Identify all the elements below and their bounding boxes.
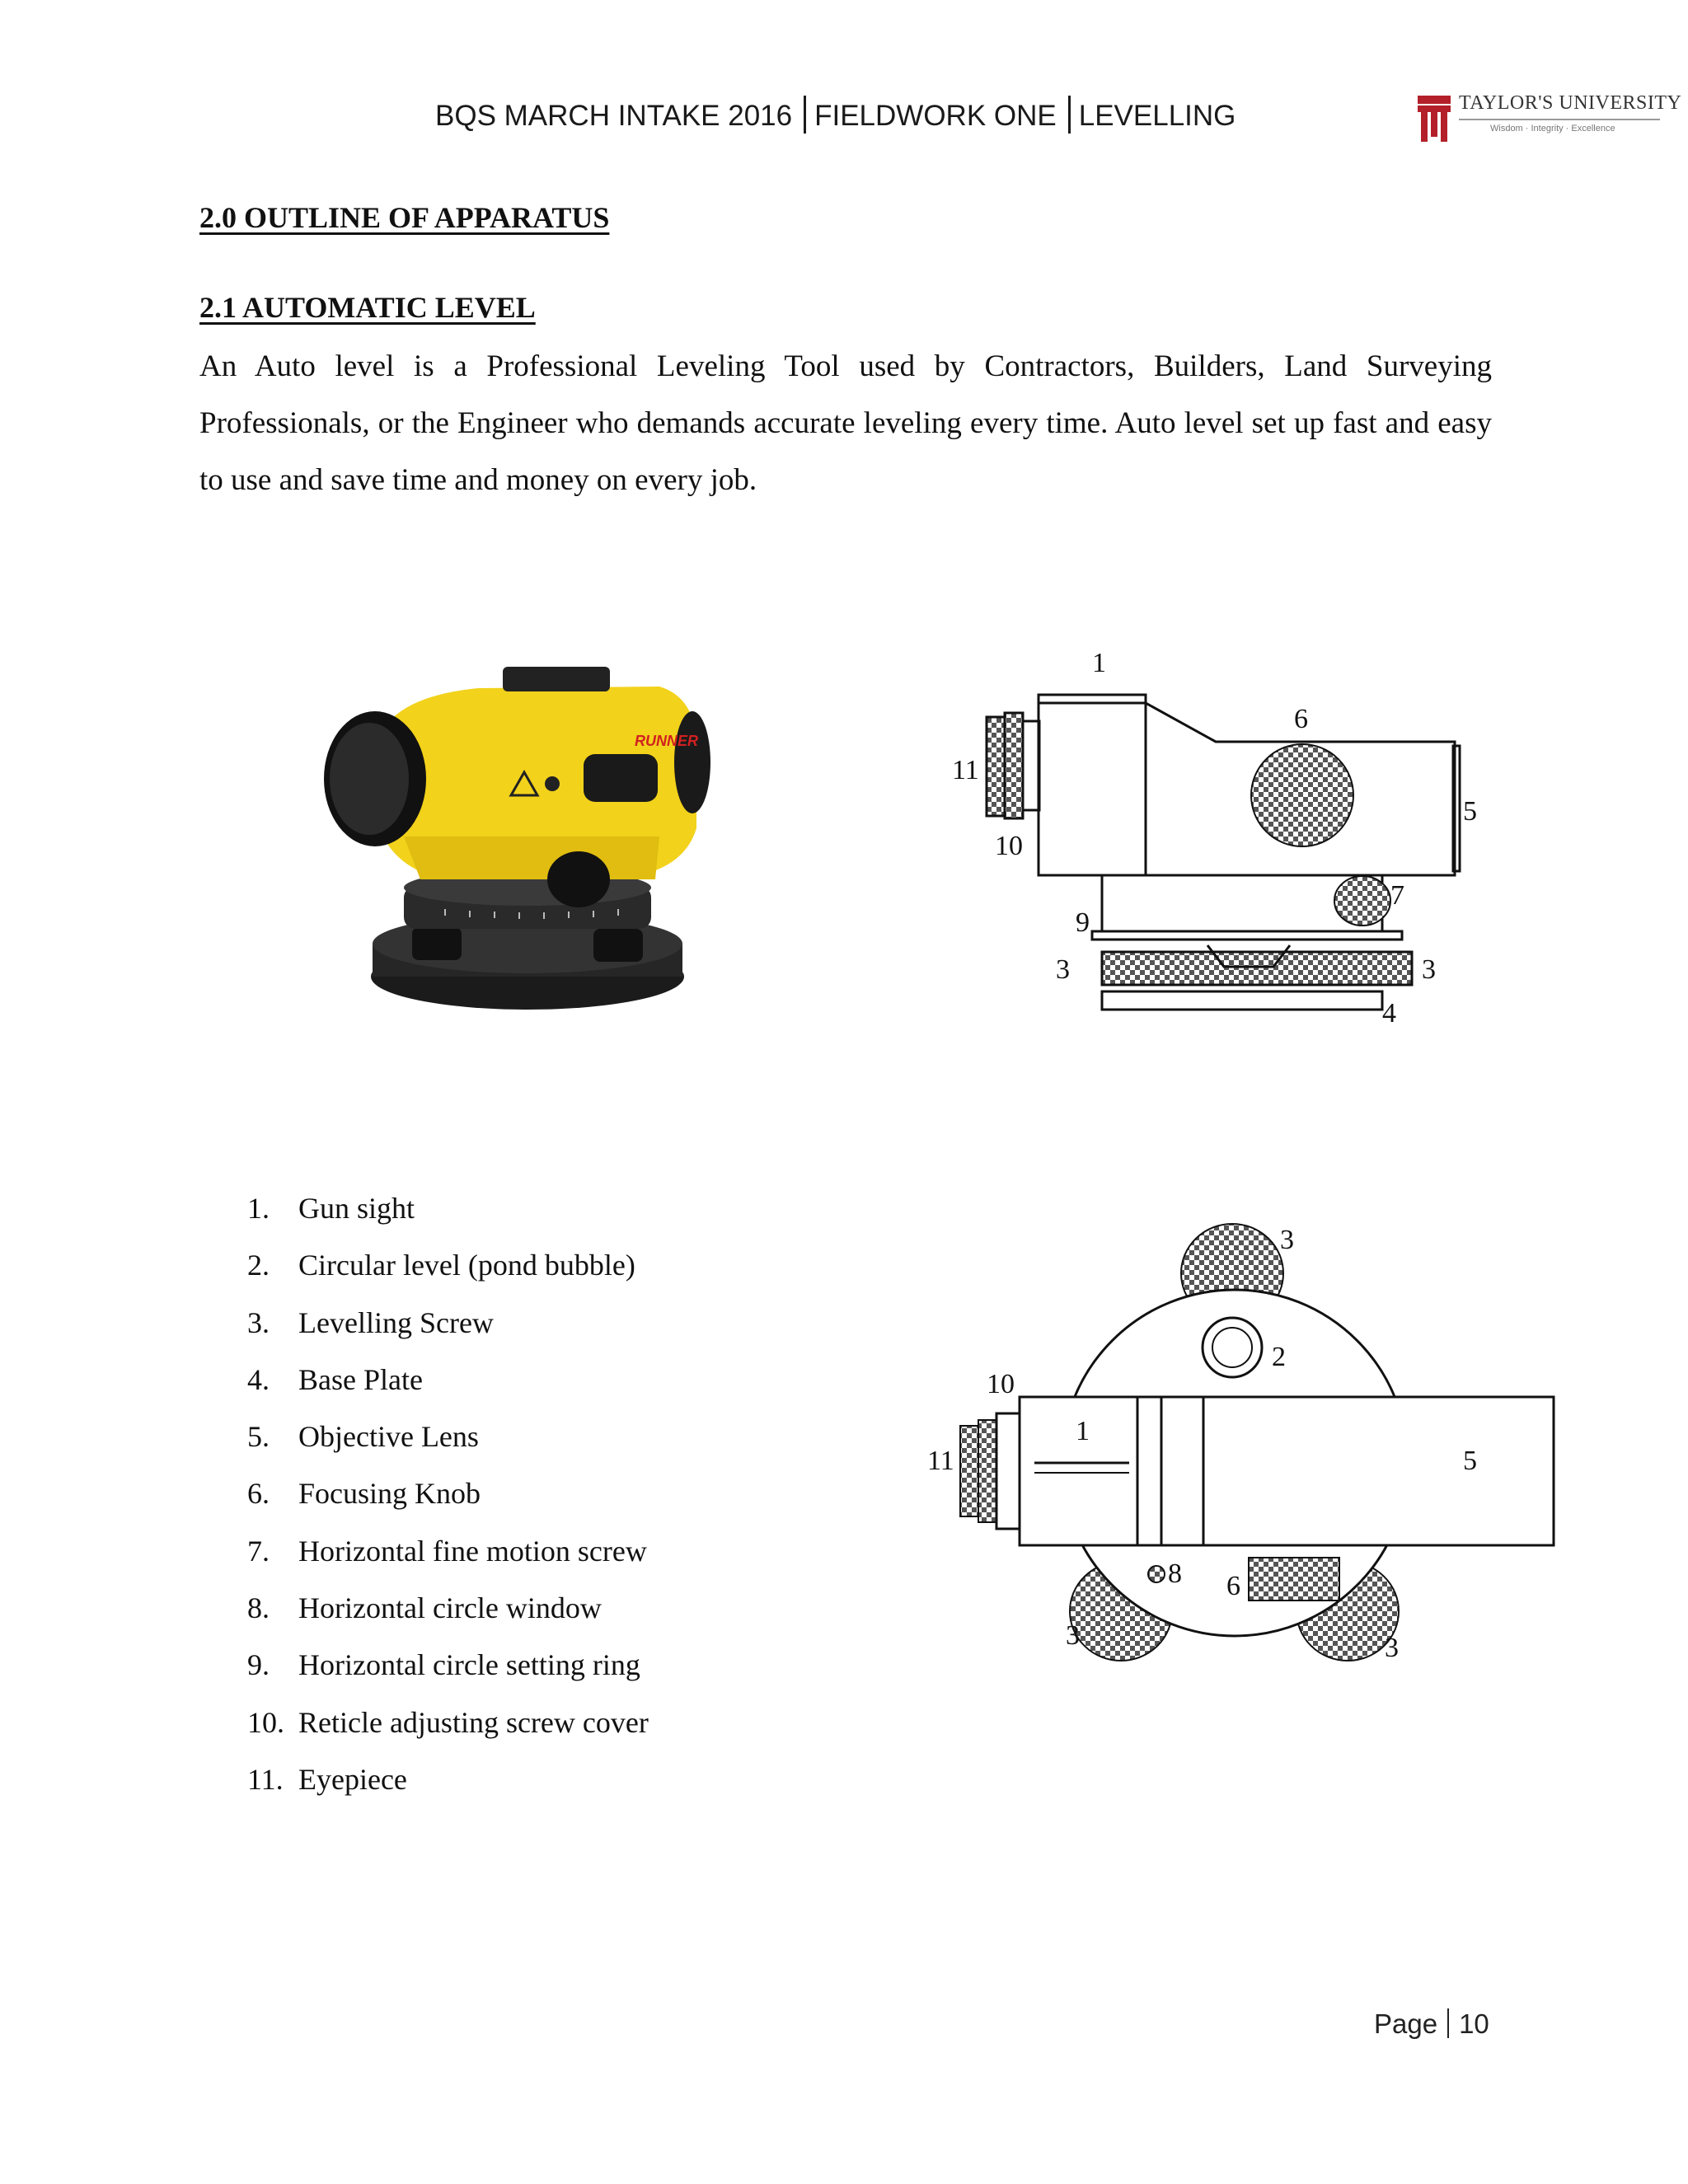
list-item [247, 1180, 649, 1237]
header-divider [1068, 96, 1071, 134]
description-paragraph: An Auto level is a Professional Leveling Tool used by Contractors, Builders, Land Surveying Professionals, or the Engineer who demands accurate leveling every time. Auto level set up fast and easy to use and save time and money on every job. [199, 349, 1492, 497]
list-item-label: Circular level (pond bubble) [298, 1249, 635, 1282]
list-item-number: 6. [247, 1477, 270, 1511]
top-label-8: 8 [1168, 1558, 1182, 1589]
header-course: BQS MARCH INTAKE 2016 [435, 100, 793, 132]
list-item [247, 1694, 649, 1751]
footer-divider [1447, 2008, 1449, 2038]
university-crest-icon [1416, 94, 1452, 143]
side-label-3-right: 3 [1422, 954, 1436, 985]
header-fieldwork: FIELDWORK ONE [814, 100, 1057, 132]
list-item [247, 1751, 649, 1808]
page-number: 10 [1459, 2008, 1489, 2039]
list-item [247, 1408, 649, 1465]
top-label-1: 1 [1076, 1416, 1090, 1446]
logo-rule [1459, 119, 1660, 120]
top-label-3-left: 3 [1066, 1620, 1080, 1651]
list-item-label: Levelling Screw [298, 1305, 494, 1339]
list-item [247, 1295, 649, 1352]
photo-brand-label: RUNNER [635, 733, 699, 749]
page-label: Page [1374, 2008, 1438, 2039]
header-title [435, 96, 1236, 134]
page-header [0, 92, 1688, 142]
university-logo [1416, 92, 1682, 143]
list-item-label: Horizontal fine motion screw [298, 1534, 647, 1568]
top-label-10: 10 [987, 1369, 1015, 1399]
top-label-6: 6 [1226, 1571, 1240, 1601]
automatic-level-photo [280, 663, 709, 1026]
side-label-5: 5 [1463, 796, 1477, 827]
list-item [247, 1580, 649, 1637]
side-label-9: 9 [1076, 907, 1090, 938]
list-item-number: 11. [247, 1762, 284, 1796]
list-item [247, 1523, 649, 1580]
list-item-label: Reticle adjusting screw cover [298, 1705, 649, 1739]
top-label-3-top: 3 [1280, 1225, 1294, 1255]
subsection-title: 2.1 AUTOMATIC LEVEL [199, 291, 536, 324]
list-item-number: 2. [247, 1249, 270, 1282]
list-item [247, 1352, 649, 1408]
list-item-number: 5. [247, 1420, 270, 1454]
header-topic: LEVELLING [1078, 100, 1236, 132]
top-label-5: 5 [1463, 1446, 1477, 1476]
list-item-number: 7. [247, 1534, 270, 1568]
list-item-number: 9. [247, 1648, 270, 1682]
side-view-diagram [927, 639, 1477, 1034]
list-item [247, 1237, 649, 1294]
list-item-label: Focusing Knob [298, 1477, 481, 1511]
header-divider [804, 96, 806, 134]
list-item-label: Horizontal circle setting ring [298, 1648, 640, 1682]
list-item-label: Horizontal circle window [298, 1591, 602, 1625]
list-item-label: Objective Lens [298, 1420, 479, 1454]
top-view-diagram [927, 1216, 1488, 1677]
list-item-number: 8. [247, 1591, 270, 1625]
list-item-number: 10. [247, 1705, 284, 1739]
parts-list [247, 1180, 649, 1808]
section-title: 2.0 OUTLINE OF APPARATUS [199, 201, 610, 234]
top-label-2: 2 [1272, 1342, 1286, 1372]
side-label-1: 1 [1092, 648, 1106, 678]
list-item-label: Eyepiece [298, 1762, 407, 1796]
list-item-label: Base Plate [298, 1362, 423, 1396]
side-label-11: 11 [952, 755, 979, 785]
top-label-11: 11 [927, 1446, 954, 1476]
logo-name: TAYLOR'S UNIVERSITY [1459, 92, 1682, 114]
list-item-number: 3. [247, 1305, 270, 1339]
side-label-7: 7 [1390, 880, 1404, 911]
top-label-3-right: 3 [1385, 1633, 1399, 1663]
page-footer [1374, 2008, 1489, 2040]
list-item-label: Gun sight [298, 1192, 415, 1225]
list-item [247, 1637, 649, 1694]
side-label-6: 6 [1294, 704, 1308, 734]
side-label-10: 10 [995, 831, 1023, 861]
list-item-number: 4. [247, 1362, 270, 1396]
side-label-4: 4 [1382, 998, 1396, 1029]
logo-tagline: Wisdom · Integrity · Excellence [1490, 124, 1615, 134]
list-item [247, 1465, 649, 1522]
list-item-number: 1. [247, 1192, 270, 1225]
side-label-3-left: 3 [1056, 954, 1070, 985]
